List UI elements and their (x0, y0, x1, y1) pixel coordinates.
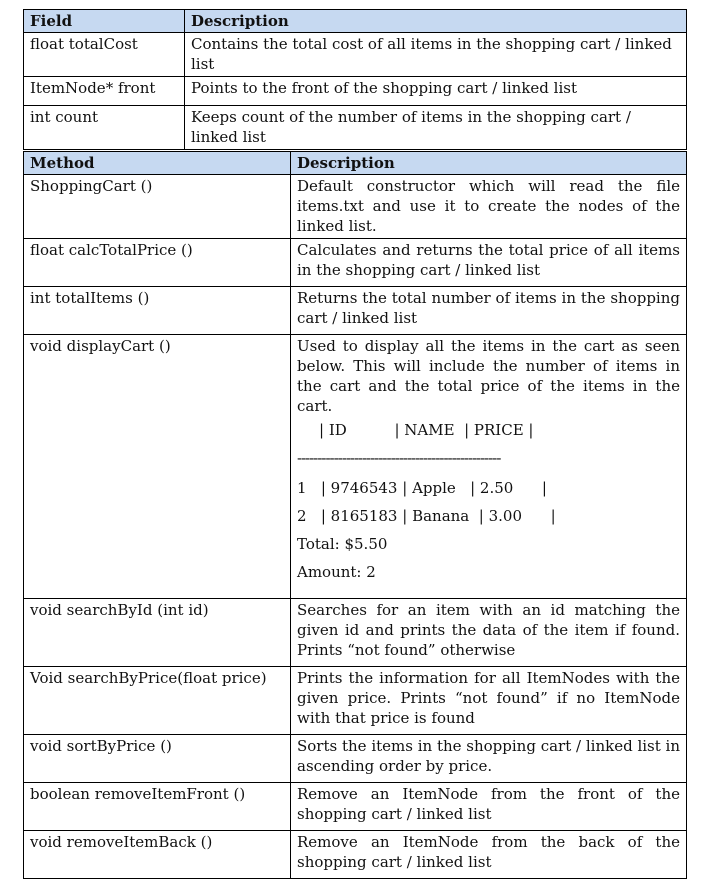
method-description: Searches for an item with an id matching the given id and prints the data of the item if found. Prints “not found” otherwise (291, 599, 687, 667)
method-description: Prints the information for all ItemNodes with the given price. Prints “not found” if no ItemNode with that price is found (291, 667, 687, 735)
method-name: void displayCart () (24, 335, 291, 599)
field-name: ItemNode* front (24, 77, 185, 106)
sample-output-line: 1 | 9746543 | Apple | 2.50 | (297, 479, 547, 497)
method-description: Returns the total number of items in the shopping cart / linked list (291, 287, 687, 335)
table-row (24, 783, 687, 831)
field-name: float totalCost (24, 33, 185, 77)
methods-table (23, 151, 687, 879)
sample-output (297, 416, 680, 586)
method-name: float calcTotalPrice () (24, 239, 291, 287)
table-row (24, 287, 687, 335)
method-name: Void searchByPrice(float price) (24, 667, 291, 735)
field-description: Points to the front of the shopping cart / linked list (185, 77, 687, 106)
field-description: Keeps count of the number of items in the shopping cart / linked list (185, 106, 687, 150)
method-description: Used to display all the items in the cart as seen below. This will include the number of items in the cart and the total price of the items in the cart. (297, 337, 680, 415)
table-row (24, 175, 687, 239)
method-description: Default constructor which will read the file items.txt and use it to create the nodes of the linked list. (291, 175, 687, 239)
fields-header-row (24, 10, 687, 33)
method-name: ShoppingCart () (24, 175, 291, 239)
table-row (24, 831, 687, 879)
method-description: Sorts the items in the shopping cart / linked list in ascending order by price. (291, 735, 687, 783)
sample-output-header: | ID | NAME | PRICE | (319, 421, 534, 439)
field-column-header: Field (24, 10, 185, 33)
method-description: Calculates and returns the total price of all items in the shopping cart / linked list (291, 239, 687, 287)
sample-output-total: Total: $5.50 (297, 535, 388, 553)
sample-output-amount: Amount: 2 (297, 563, 376, 581)
method-name: boolean removeItemFront () (24, 783, 291, 831)
method-name: void searchById (int id) (24, 599, 291, 667)
table-row (24, 239, 687, 287)
fields-table (23, 9, 687, 150)
description-column-header: Description (291, 152, 687, 175)
field-name: int count (24, 106, 185, 150)
method-name: void removeItemBack () (24, 831, 291, 879)
method-description: Remove an ItemNode from the front of the shopping cart / linked list (291, 783, 687, 831)
sample-output-divider: -------------------------------------------------- (297, 449, 501, 467)
field-description: Contains the total cost of all items in the shopping cart / linked list (185, 33, 687, 77)
method-column-header: Method (24, 152, 291, 175)
table-row (24, 33, 687, 77)
method-description: Remove an ItemNode from the back of the shopping cart / linked list (291, 831, 687, 879)
methods-header-row (24, 152, 687, 175)
table-row (24, 77, 687, 106)
table-row (24, 735, 687, 783)
table-row (24, 335, 687, 599)
description-column-header: Description (185, 10, 687, 33)
table-row (24, 667, 687, 735)
method-name: int totalItems () (24, 287, 291, 335)
method-description-cell (291, 335, 687, 599)
table-row (24, 599, 687, 667)
sample-output-line: 2 | 8165183 | Banana | 3.00 | (297, 507, 556, 525)
table-row (24, 106, 687, 150)
method-name: void sortByPrice () (24, 735, 291, 783)
